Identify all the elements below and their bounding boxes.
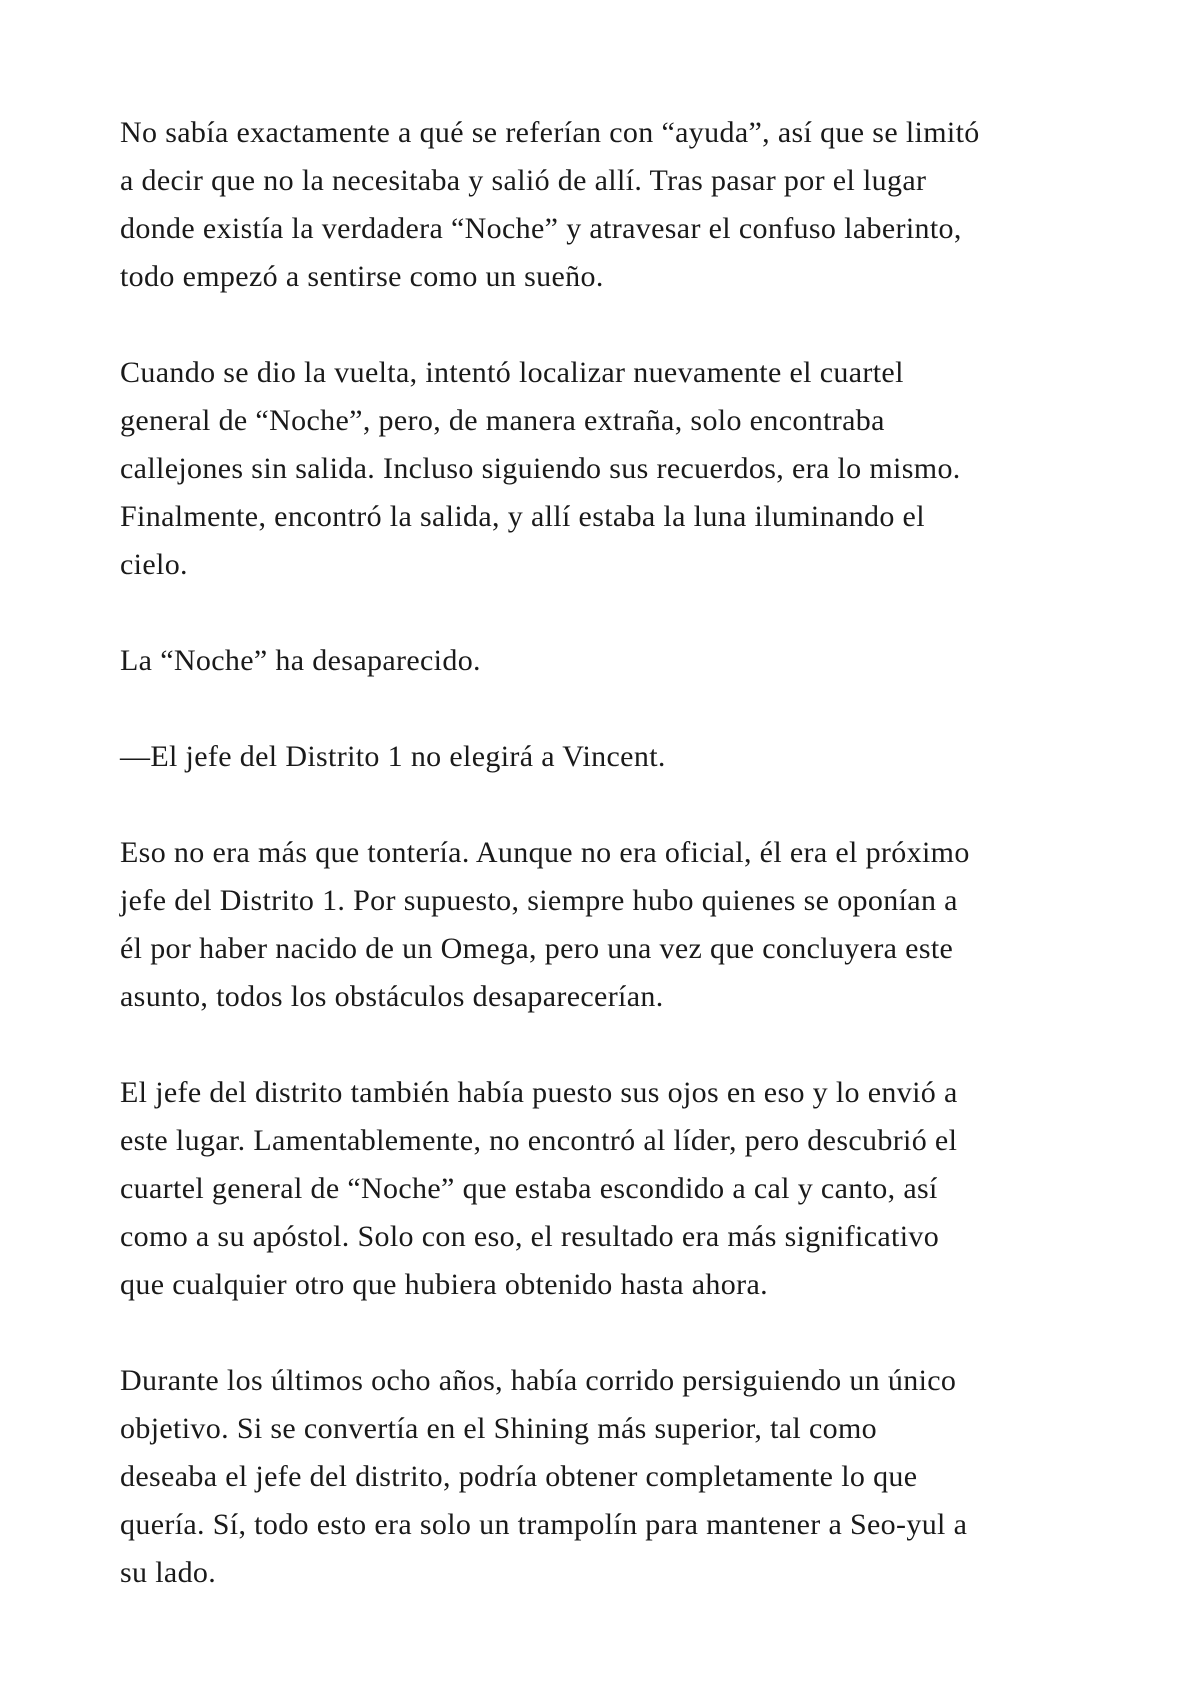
text-line: —El jefe del Distrito 1 no elegirá a Vincent. — [120, 740, 666, 773]
paragraph — [120, 349, 1120, 589]
text-line: asunto, todos los obstáculos desaparecerían. — [120, 980, 664, 1013]
paragraph — [120, 1357, 1120, 1597]
text-line: que cualquier otro que hubiera obtenido hasta ahora. — [120, 1268, 768, 1301]
text-line: quería. Sí, todo esto era solo un trampolín para mantener a Seo-yul a — [120, 1508, 968, 1541]
paragraph — [120, 637, 1120, 685]
text-line: a decir que no la necesitaba y salió de allí. Tras pasar por el lugar — [120, 164, 927, 197]
text-line: Durante los últimos ocho años, había corrido persiguiendo un único — [120, 1364, 957, 1397]
text-line: No sabía exactamente a qué se referían con “ayuda”, así que se limitó — [120, 116, 980, 149]
paragraph — [120, 109, 1120, 301]
text-line: El jefe del distrito también había puesto sus ojos en eso y lo envió a — [120, 1076, 958, 1109]
paragraph — [120, 829, 1120, 1021]
text-line: su lado. — [120, 1556, 217, 1589]
text-line: todo empezó a sentirse como un sueño. — [120, 260, 604, 293]
text-line: Cuando se dio la vuelta, intentó localizar nuevamente el cuartel — [120, 356, 904, 389]
text-line: donde existía la verdadera “Noche” y atravesar el confuso laberinto, — [120, 212, 962, 245]
text-line: general de “Noche”, pero, de manera extraña, solo encontraba — [120, 404, 885, 437]
text-line: Eso no era más que tontería. Aunque no era oficial, él era el próximo — [120, 836, 970, 869]
paragraph — [120, 733, 1120, 781]
text-line: cielo. — [120, 548, 188, 581]
text-line: este lugar. Lamentablemente, no encontró al líder, pero descubrió el — [120, 1124, 958, 1157]
text-line: objetivo. Si se convertía en el Shining más superior, tal como — [120, 1412, 878, 1445]
text-line: como a su apóstol. Solo con eso, el resultado era más significativo — [120, 1220, 940, 1253]
paragraph — [120, 1069, 1120, 1309]
text-line: deseaba el jefe del distrito, podría obtener completamente lo que — [120, 1460, 918, 1493]
text-line: La “Noche” ha desaparecido. — [120, 644, 481, 677]
text-line: cuartel general de “Noche” que estaba escondido a cal y canto, así — [120, 1172, 938, 1205]
text-line: jefe del Distrito 1. Por supuesto, siempre hubo quienes se oponían a — [120, 884, 958, 917]
text-line: Finalmente, encontró la salida, y allí estaba la luna iluminando el — [120, 500, 925, 533]
text-line: callejones sin salida. Incluso siguiendo sus recuerdos, era lo mismo. — [120, 452, 961, 485]
document-body — [120, 109, 1120, 1645]
text-line: él por haber nacido de un Omega, pero una vez que concluyera este — [120, 932, 954, 965]
